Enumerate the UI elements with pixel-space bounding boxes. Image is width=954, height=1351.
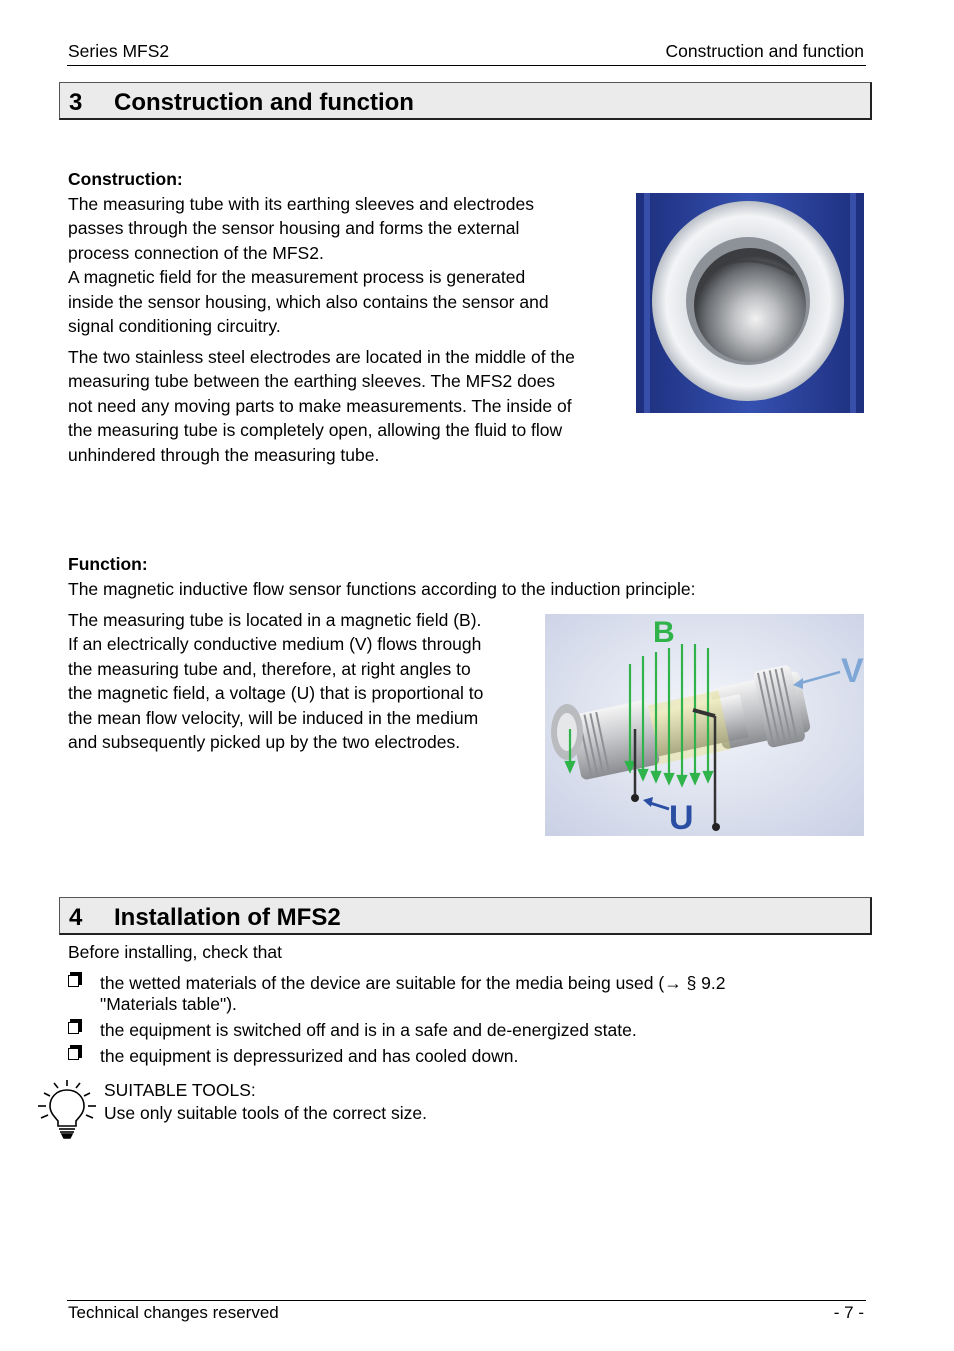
page-number: - 7 - <box>833 1303 864 1322</box>
construction-paragraph-2 <box>68 345 575 467</box>
text-line: signal conditioning circuitry. <box>68 316 281 337</box>
function-intro: The magnetic inductive flow sensor functions according to the induction principle: <box>68 579 696 599</box>
function-heading: Function: <box>68 554 148 574</box>
checkbox-icon <box>68 1022 79 1034</box>
text-line: the mean flow velocity, will be induced in the medium <box>68 707 479 728</box>
checklist-text: the equipment is depressurized and has cooled down. <box>100 1046 519 1066</box>
footer-left: Technical changes reserved <box>68 1303 279 1322</box>
text-line: and subsequently picked up by the two electrodes. <box>68 732 461 753</box>
flow-label-v: V <box>841 652 864 690</box>
construction-heading: Construction: <box>68 169 183 189</box>
header-rule <box>67 65 866 66</box>
tip-box <box>104 1079 427 1125</box>
text-line: the measuring tube is completely open, allowing the fluid to flow <box>68 420 563 441</box>
text-line: If an electrically conductive medium (V) flows through <box>68 634 482 655</box>
sensor-tube-photo <box>636 193 864 413</box>
induction-principle-diagram <box>545 614 864 836</box>
checklist-text: the wetted materials of the device are suitable for the media being used (→ § 9.2 <box>100 973 726 993</box>
electrode-left-terminal <box>631 794 639 802</box>
checkbox-icon <box>68 1048 79 1060</box>
function-paragraph <box>68 608 483 754</box>
checkbox-icon <box>68 975 79 987</box>
electrode-right-terminal <box>712 823 720 831</box>
section-title: Construction and function <box>114 89 414 116</box>
text-line: the magnetic field, a voltage (U) that is proportional to <box>68 683 484 704</box>
checklist-item <box>68 973 828 1017</box>
text-line: not need any moving parts to make measurements. The inside of <box>68 395 572 416</box>
text-line: inside the sensor housing, which also contains the sensor and <box>68 291 549 312</box>
voltage-label-u: U <box>669 799 694 836</box>
section-number: 4 <box>69 904 83 931</box>
section-title: Installation of MFS2 <box>114 904 341 931</box>
text-line: the measuring tube and, therefore, at right angles to <box>68 658 471 679</box>
construction-paragraph-1 <box>68 192 549 338</box>
checklist-item <box>68 1020 828 1042</box>
tip-title: SUITABLE TOOLS: <box>104 1080 256 1100</box>
section-number: 3 <box>69 89 83 116</box>
text-line: A magnetic field for the measurement process is generated <box>68 267 526 288</box>
text-line: process connection of the MFS2. <box>68 242 324 263</box>
text-line: The two stainless steel electrodes are located in the middle of the <box>68 347 575 367</box>
checklist-item <box>68 1046 828 1068</box>
text-line: unhindered through the measuring tube. <box>68 444 380 465</box>
installation-intro: Before installing, check that <box>68 942 283 962</box>
text-line: measuring tube between the earthing sleeves. The MFS2 does <box>68 371 556 392</box>
tip-text: Use only suitable tools of the correct size. <box>104 1103 427 1123</box>
footer-rule <box>67 1300 866 1301</box>
text-line: The measuring tube with its earthing sleeves and electrodes <box>68 194 534 214</box>
section-heading-4 <box>59 897 872 935</box>
section-heading-3 <box>59 82 872 120</box>
field-label-b: B <box>653 616 675 649</box>
checklist-text: the equipment is switched off and is in a safe and de-energized state. <box>100 1020 637 1040</box>
lightbulb-icon <box>36 1078 98 1140</box>
page-header-left: Series MFS2 <box>68 41 170 61</box>
page-header-right: Construction and function <box>665 41 864 61</box>
text-line: passes through the sensor housing and forms the external <box>68 218 520 239</box>
checklist-text: "Materials table"). <box>100 994 237 1014</box>
text-line: The measuring tube is located in a magnetic field (B). <box>68 610 482 630</box>
